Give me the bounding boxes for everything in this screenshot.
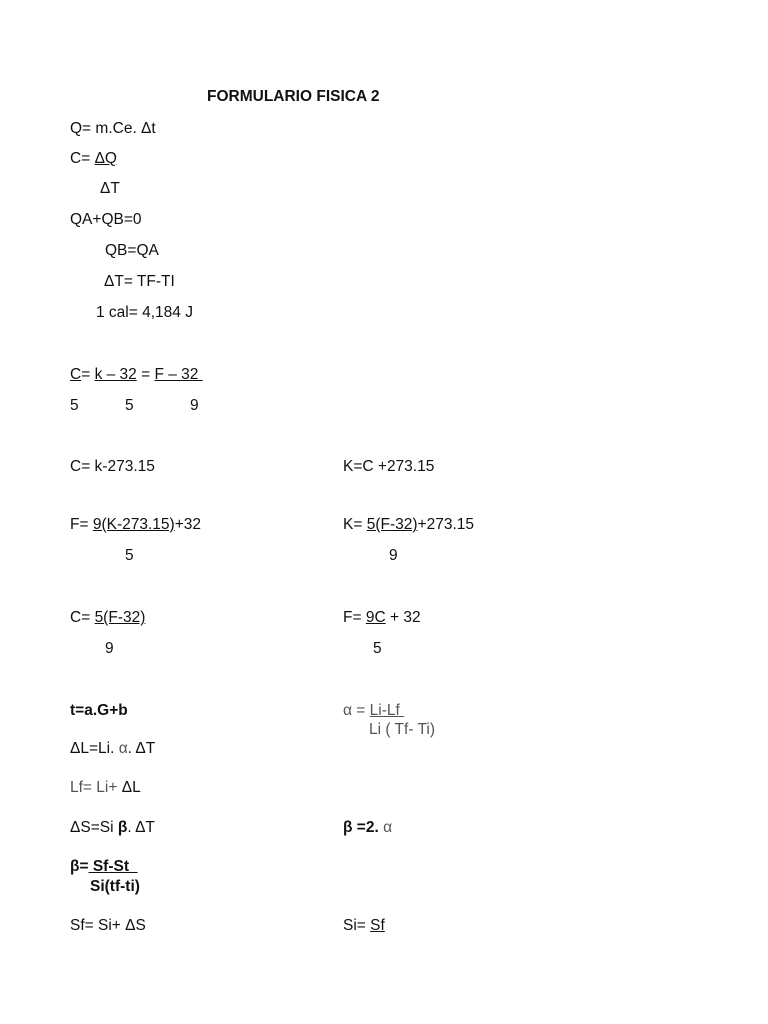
formula-part: ΔS=Si [70,819,118,836]
ratio-denominator: 5 [125,397,134,414]
fraction-denominator: 5 [125,547,134,564]
formula-label: C= [70,150,95,167]
formula-label: F= [70,516,93,533]
formula-c-from-k: C= k-273.15 [70,458,155,475]
formula-alpha [343,702,404,720]
ratio-eq: = [136,366,155,383]
formula-beta-alpha [343,819,392,837]
formula-heat-capacity [70,150,117,168]
formula-beta [70,858,138,876]
ratio-f: F – 32 [154,366,203,383]
fraction-numerator: 9C [365,609,386,626]
fraction-numerator: 5(F-32) [94,609,146,626]
fraction-numerator: Sf-St [88,858,138,875]
formula-calorie: 1 cal= 4,184 J [96,304,193,321]
formula-part: . ΔT [127,819,155,836]
alpha-symbol: α [383,819,393,836]
formula-label: C= [70,609,95,626]
fraction-denominator: ΔT [100,180,120,197]
formula-label: K= [343,516,367,533]
page-title: FORMULARIO FISICA 2 [207,88,380,105]
fraction-numerator: 9(K-273.15) [92,516,175,533]
fraction-denominator: 9 [389,547,398,564]
formula-k-from-c: K=C +273.15 [343,458,435,475]
ratio-denominator: 9 [190,397,199,414]
formula-label: F= [343,609,366,626]
fraction-numerator: Li-Lf [369,702,405,719]
ratio-c: C [70,366,82,383]
formula-part: . ΔT [127,740,156,757]
formula-delta-t: ΔT= TF-TI [104,273,175,290]
formula-final-surface: Sf= Si+ ΔS [70,917,146,934]
formula-thermometer: t=a.G+b [70,702,128,719]
formula-final-length [70,779,141,797]
formula-part: β =2. [343,819,384,836]
formula-heat-equal: QB=QA [105,242,159,259]
fraction-numerator: Sf [370,917,385,934]
formula-c-from-f [70,609,145,627]
ratio-eq: = [81,366,95,383]
alpha-symbol: α [118,740,128,757]
formula-part: Lf= Li+ [70,779,122,796]
fraction-denominator: Li ( Tf- Ti) [369,721,436,738]
formula-k-from-f [343,516,474,534]
fraction-denominator: 5 [373,640,382,657]
formula-label: α = [343,702,370,719]
ratio-denominator: 5 [70,397,79,414]
fraction-numerator: ΔQ [94,150,117,167]
formula-heat-balance: QA+QB=0 [70,211,142,228]
fraction-denominator: 9 [105,640,114,657]
formula-part: ΔL [121,779,141,796]
formula-initial-surface [343,917,385,935]
beta-symbol: β [117,819,128,836]
formula-rest: + 32 [385,609,421,626]
fraction-denominator: Si(tf-ti) [90,878,140,895]
formula-label: β= [70,858,89,875]
formula-rest: +273.15 [417,516,474,533]
formula-linear-dilation [70,740,155,758]
formula-rest: +32 [174,516,201,533]
formula-f-from-c [343,609,421,627]
formula-scale-ratio [70,366,203,384]
formula-f-from-k [70,516,201,534]
formula-surface-dilation [70,819,155,837]
formula-heat: Q= m.Ce. Δt [70,120,156,137]
fraction-numerator: 5(F-32) [366,516,418,533]
ratio-k: k – 32 [94,366,137,383]
formula-part: ΔL=Li. [70,740,119,757]
formula-label: Si= [343,917,371,934]
